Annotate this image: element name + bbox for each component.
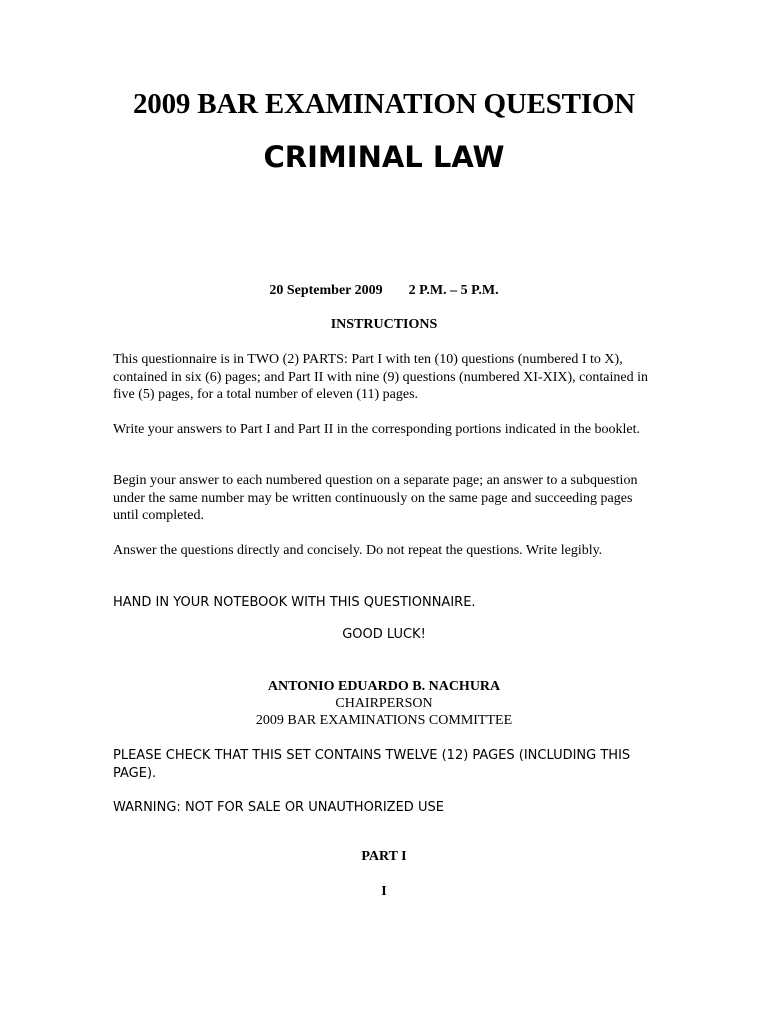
document-title: 2009 BAR EXAMINATION QUESTION xyxy=(132,88,636,120)
part-heading: PART I xyxy=(361,849,407,864)
hand-in-notice: HAND IN YOUR NOTEBOOK WITH THIS QUESTIONNAIRE. xyxy=(113,595,476,610)
page-count-notice: PLEASE CHECK THAT THIS SET CONTAINS TWELVE (12) PAGES (INCLUDING THIS PAGE). xyxy=(113,748,631,781)
exam-schedule xyxy=(0,283,768,299)
instructions-heading: INSTRUCTIONS xyxy=(330,317,438,332)
instruction-paragraph: Answer the questions directly and concisely. Do not repeat the questions. Write legibly. xyxy=(113,543,603,558)
good-luck-text: GOOD LUCK! xyxy=(342,627,426,642)
exam-date: 20 September 2009 xyxy=(269,283,383,298)
warning-notice: WARNING: NOT FOR SALE OR UNAUTHORIZED USE xyxy=(113,800,444,815)
instruction-paragraph: This questionnaire is in TWO (2) PARTS: Part I with ten (10) questions (numbered I to X), contained in six (6) pages; and Part II with nine (9) questions (numbered XI-XIX), contained in five (5) pages, for a total number of eleven (11) pages. xyxy=(113,352,648,402)
signatory-name: ANTONIO EDUARDO B. NACHURA xyxy=(267,679,501,694)
question-number: I xyxy=(381,884,387,899)
document-subtitle: CRIMINAL LAW xyxy=(263,140,505,174)
signatory-title: CHAIRPERSON xyxy=(335,696,433,711)
exam-time: 2 P.M. – 5 P.M. xyxy=(408,283,499,298)
signatory-committee: 2009 BAR EXAMINATIONS COMMITTEE xyxy=(255,713,513,728)
instruction-paragraph: Begin your answer to each numbered question on a separate page; an answer to a subquestion under the same number may be written continuously on the same page and succeeding pages until completed. xyxy=(113,473,638,523)
instruction-paragraph: Write your answers to Part I and Part II in the corresponding portions indicated in the booklet. xyxy=(113,422,641,437)
